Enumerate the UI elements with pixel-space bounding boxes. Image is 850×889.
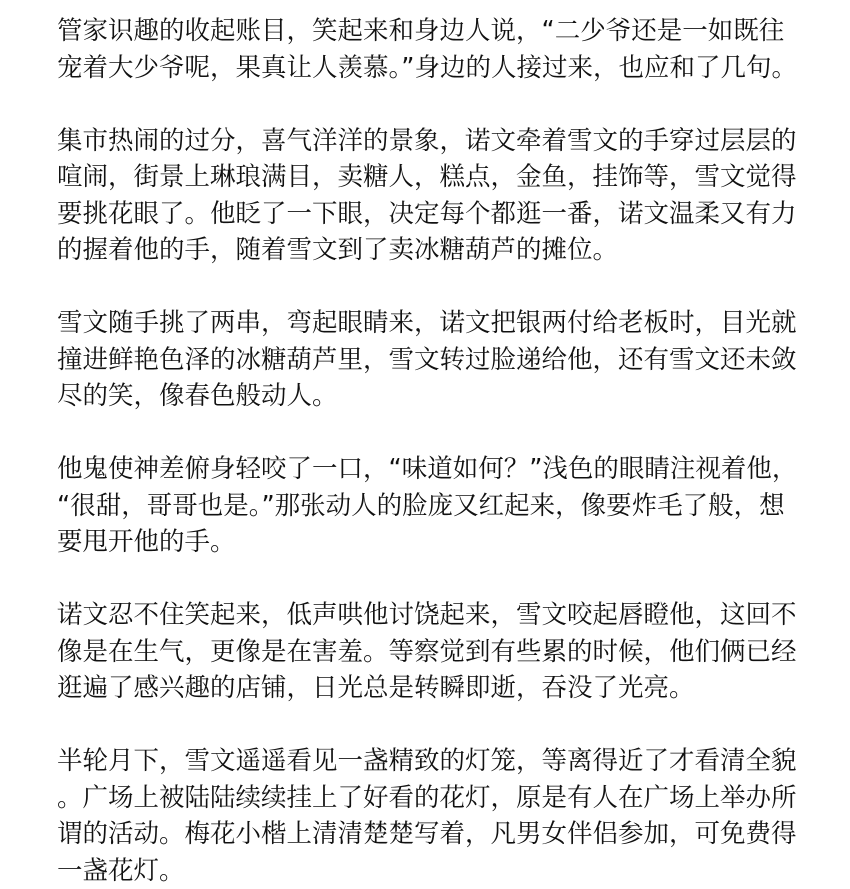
paragraph-4: 他鬼使神差俯身轻咬了一口，“味道如何？”浅色的眼睛注视着他，“很甜，哥哥也是。”那张动人的脸庞又红起来，像要炸毛了般，想要甩开他的手。 — [57, 454, 798, 557]
paragraph-6: 半轮月下，雪文遥遥看见一盏精致的灯笼，等离得近了才看清全貌。广场上被陆陆续续挂上了好看的花灯，原是有人在广场上举办所谓的活动。梅花小楷上清清楚楚写着，凡男女伴侣参加，可免费得一盏花灯。 — [57, 746, 797, 886]
paragraph-3: 雪文随手挑了两串，弯起眼睛来，诺文把银两付给老板时，目光就撞进鲜艳色泽的冰糖葫芦里，雪文转过脸递给他，还有雪文还未敛尽的笑，像春色般动人。 — [57, 308, 797, 411]
paragraph-2: 集市热闹的过分，喜气洋洋的景象，诺文牵着雪文的手穿过层层的喧闹，街景上琳琅满目，卖糖人，糕点，金鱼，挂饰等，雪文觉得要挑花眼了。他眨了一下眼，决定每个都逛一番，诺文温柔又有力的握着他的手，随着雪文到了卖冰糖葫芦的摊位。 — [57, 125, 797, 265]
paragraph-1: 管家识趣的收起账目，笑起来和身边人说，“二少爷还是一如既往宠着大少爷呢，果真让人羡慕。”身边的人接过来，也应和了几句。 — [57, 16, 797, 83]
paragraph-5: 诺文忍不住笑起来，低声哄他讨饶起来，雪文咬起唇瞪他，这回不像是在生气，更像是在害羞。等察觉到有些累的时候，他们俩已经逛遍了感兴趣的店铺，日光总是转瞬即逝，吞没了光亮。 — [57, 600, 797, 703]
